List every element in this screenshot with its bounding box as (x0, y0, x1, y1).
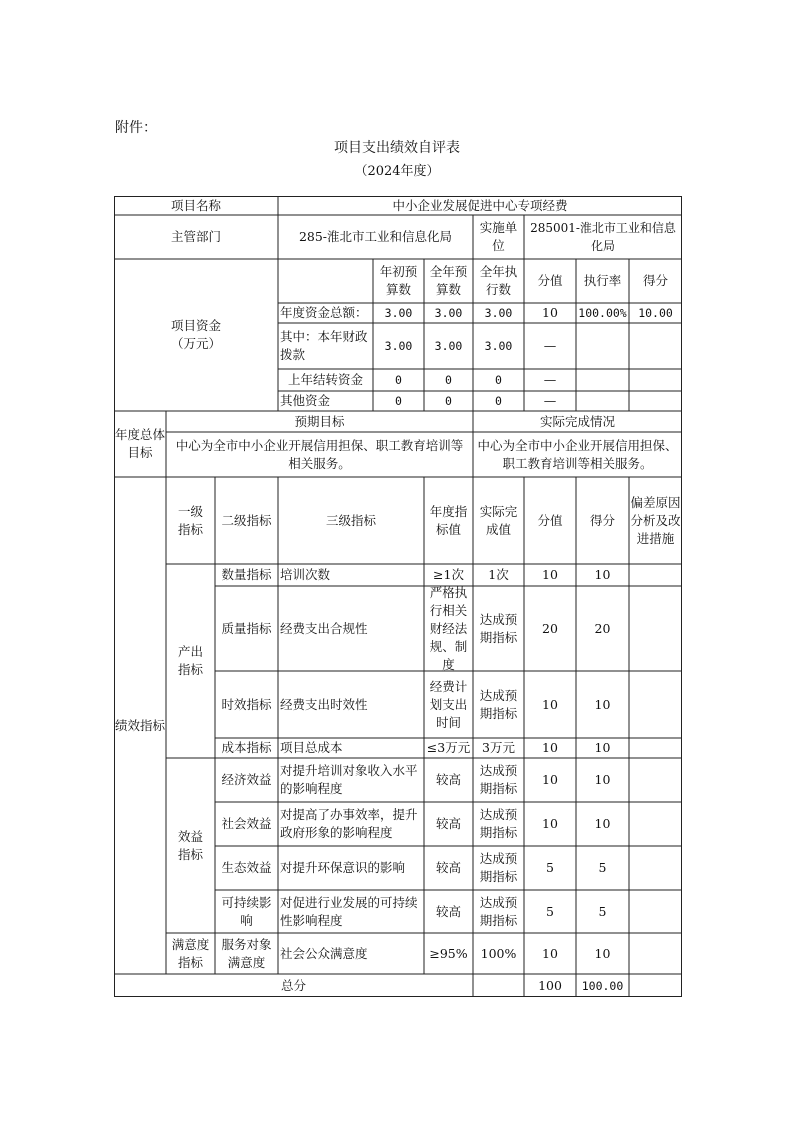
perf-target: 严格执行相关财经法规、制度 (429, 584, 468, 672)
perf-level3: 社会公众满意度 (280, 945, 368, 961)
expected-goal-text: 中心为全市中小企业开展信用担保、职工教育培训等相关服务。 (175, 437, 464, 471)
perf-score-max: 10 (542, 696, 558, 712)
perf-score-max: 5 (546, 903, 554, 919)
evaluation-table (114, 196, 682, 997)
perf-level2: 服务对象满意度 (221, 936, 272, 970)
perf-score-max: 20 (542, 620, 558, 636)
funds-cell: 0 (395, 394, 402, 408)
dept-value: 285-淮北市工业和信息化局 (298, 229, 453, 244)
perf-level2: 可持续影响 (221, 894, 272, 928)
funds-row-label: 年度资金总额： (280, 305, 368, 320)
funds-label: 项目资金 （万元） (170, 318, 221, 351)
perf-score-max: 10 (542, 945, 558, 961)
actual-goal-text: 中心为全市中小企业开展信用担保、职工教育培训等相关服务。 (477, 437, 678, 471)
funds-cell: — (543, 338, 557, 353)
perf-header-score: 得分 (589, 512, 615, 528)
perf-level2: 经济效益 (221, 772, 272, 787)
perf-score: 10 (594, 740, 611, 755)
funds-row-label: 其他资金 (280, 393, 331, 408)
perf-score: 20 (594, 620, 611, 636)
perf-target: ≤3万元 (426, 740, 471, 755)
perf-header-level2: 二级指标 (221, 512, 272, 528)
funds-header-2: 全年执行数 (479, 264, 518, 297)
perf-level3: 对提升环保意识的影响 (280, 860, 406, 875)
funds-cell: 0 (495, 394, 502, 408)
actual-goal-label: 实际完成情况 (539, 413, 615, 429)
perf-score: 10 (594, 696, 611, 712)
dept-label: 主管部门 (170, 229, 221, 244)
perf-score-max: 10 (542, 772, 558, 787)
perf-score-max: 10 (542, 567, 558, 582)
perf-score: 5 (598, 860, 607, 875)
attachment-label: 附件： (115, 120, 157, 136)
project-name-value: 中小企业发展促进中心专项经费 (392, 197, 568, 213)
funds-cell: 3.00 (384, 339, 413, 353)
perf-score-max: 5 (546, 860, 554, 875)
perf-target: 较高 (435, 903, 461, 919)
page-subtitle: （2024年度） (354, 164, 440, 179)
performance-label: 绩效指标 (115, 717, 166, 733)
perf-level3: 对提高了办事效率，提升政府形象的影响程度 (280, 807, 418, 840)
perf-score: 5 (598, 903, 607, 919)
perf-header-score-max: 分值 (537, 512, 563, 528)
impl-label: 实施单位 (479, 220, 518, 253)
project-name-label: 项目名称 (170, 197, 221, 213)
perf-actual: 3万元 (482, 740, 515, 755)
total-score: 100.00 (581, 978, 624, 993)
perf-target: 较高 (435, 860, 461, 875)
funds-cell: 10.00 (638, 306, 673, 320)
funds-cell: 3.00 (484, 306, 513, 320)
funds-cell: — (543, 372, 557, 387)
funds-header-1: 全年预算数 (429, 264, 468, 297)
perf-level3: 培训次数 (280, 567, 331, 582)
perf-target: 经费计划支出时间 (429, 678, 468, 730)
perf-level2: 时效指标 (221, 696, 272, 712)
perf-actual: 达成预期指标 (479, 687, 518, 721)
funds-cell: 3.00 (384, 306, 413, 320)
total-score-max: 100 (538, 977, 562, 993)
total-label: 总分 (280, 977, 306, 993)
perf-actual: 达成预期指标 (479, 851, 518, 884)
expected-goal-label: 预期目标 (294, 413, 345, 429)
annual-goal-label: 年度总体目标 (115, 427, 166, 460)
funds-header-5: 得分 (642, 273, 668, 288)
perf-level3: 对提升培训对象收入水平的影响程度 (280, 763, 418, 796)
perf-level2: 数量指标 (221, 567, 272, 582)
perf-level3: 经费支出合规性 (280, 620, 368, 636)
funds-header-4: 执行率 (583, 273, 622, 288)
perf-header-actual: 实际完成值 (479, 503, 518, 537)
perf-level1: 产出指标 (177, 644, 203, 677)
funds-cell: 0 (395, 373, 402, 387)
funds-cell: 0 (495, 373, 502, 387)
funds-cell: 100.00% (578, 306, 627, 320)
perf-target: 较高 (435, 772, 461, 787)
perf-actual: 100% (480, 945, 517, 961)
perf-score-max: 10 (542, 740, 558, 755)
perf-level2: 社会效益 (221, 816, 272, 831)
impl-value: 285001-淮北市工业和信息化局 (530, 221, 676, 253)
funds-header-0: 年初预算数 (379, 264, 418, 297)
page-title: 项目支出绩效自评表 (334, 140, 460, 156)
perf-header-level3: 三级指标 (325, 512, 376, 528)
perf-header-target: 年度指标值 (429, 503, 468, 537)
funds-header-3: 分值 (537, 273, 563, 288)
funds-cell: 3.00 (484, 339, 513, 353)
perf-actual: 达成预期指标 (479, 763, 518, 796)
perf-score: 10 (594, 945, 611, 961)
perf-level1: 效益指标 (177, 828, 203, 862)
funds-cell: 10 (542, 305, 558, 320)
perf-header-note: 偏差原因分析及改进措施 (630, 494, 681, 546)
perf-level2: 质量指标 (221, 620, 272, 636)
perf-target: ≥1次 (433, 567, 464, 582)
perf-target: 较高 (435, 816, 461, 831)
perf-score: 10 (594, 772, 611, 787)
perf-level3: 经费支出时效性 (280, 696, 368, 712)
perf-level3: 项目总成本 (280, 740, 343, 755)
perf-actual: 达成预期指标 (479, 807, 518, 840)
perf-header-level1: 一级指标 (177, 503, 203, 537)
perf-actual: 达成预期指标 (479, 894, 518, 928)
perf-target: ≥95% (429, 945, 468, 961)
funds-cell: 0 (445, 373, 452, 387)
perf-actual: 达成预期指标 (479, 611, 518, 645)
perf-level2: 成本指标 (221, 740, 272, 755)
perf-score: 10 (594, 816, 611, 831)
funds-cell: — (543, 393, 557, 408)
perf-actual: 1次 (488, 567, 509, 582)
perf-score: 10 (594, 567, 611, 582)
perf-level3: 对促进行业发展的可持续性影响程度 (280, 894, 418, 928)
perf-level2: 生态效益 (221, 860, 272, 875)
funds-row-label: 上年结转资金 (287, 372, 363, 387)
perf-score-max: 10 (542, 816, 558, 831)
funds-cell: 3.00 (434, 339, 463, 353)
funds-cell: 0 (445, 394, 452, 408)
funds-row-label: 其中：本年财政拨款 (280, 329, 368, 362)
perf-level1: 满意度指标 (171, 936, 210, 970)
funds-cell: 3.00 (434, 306, 463, 320)
